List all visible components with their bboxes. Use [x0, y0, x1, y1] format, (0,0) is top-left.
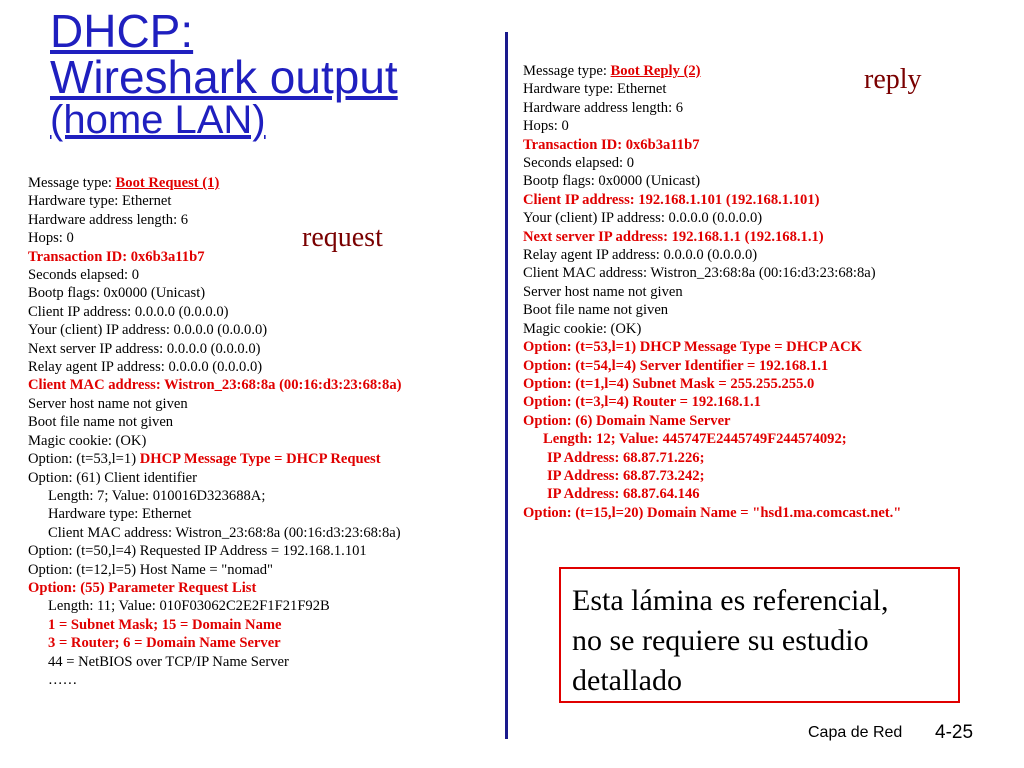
packet-field-line: Server host name not given: [28, 395, 188, 412]
reply-label: reply: [864, 64, 922, 95]
packet-field-line: Length: 11; Value: 010F03062C2E2F1F21F92B: [48, 598, 330, 615]
packet-field-line: Option: (t=53,l=1) DHCP Message Type = DHCP ACK: [523, 339, 862, 356]
slide-number: 4-25: [935, 722, 974, 743]
packet-field-line: Next server IP address: 192.168.1.1 (192.168.1.1): [523, 228, 824, 245]
packet-field-line: Bootp flags: 0x0000 (Unicast): [523, 173, 701, 190]
packet-field-line: Option: (6) Domain Name Server: [523, 412, 731, 429]
packet-field-line: Hardware type: Ethernet: [48, 506, 192, 523]
title-line-3: (home LAN): [50, 98, 266, 142]
slide-title: [50, 5, 398, 142]
footer-section-label: Capa de Red: [808, 724, 903, 741]
packet-field-line: Option: (t=50,l=4) Requested IP Address = 192.168.1.101: [28, 543, 367, 560]
packet-field-line: [28, 450, 401, 468]
field-highlight: Boot Reply (2): [610, 63, 701, 79]
packet-field-line: Relay agent IP address: 0.0.0.0 (0.0.0.0): [28, 359, 263, 376]
packet-field-line: Transaction ID: 0x6b3a11b7: [28, 248, 205, 265]
title-line-2: Wireshark output: [50, 51, 398, 103]
packet-field-line: Magic cookie: (OK): [523, 320, 642, 337]
packet-field-line: Length: 7; Value: 010016D323688A;: [48, 487, 266, 504]
packet-field-line: Hops: 0: [523, 118, 569, 135]
packet-field-line: Hops: 0: [28, 230, 74, 247]
request-label: request: [302, 222, 383, 253]
packet-field-line: Transaction ID: 0x6b3a11b7: [523, 136, 700, 153]
packet-field-line: [28, 174, 401, 192]
packet-field-line: Option: (55) Parameter Request List: [28, 579, 257, 596]
disclaimer-line-2: no se requiere su estudio: [572, 624, 869, 657]
disclaimer-line-1: Esta lámina es referencial,: [572, 584, 889, 617]
packet-field-line: Client IP address: 0.0.0.0 (0.0.0.0): [28, 303, 229, 320]
column-divider: [505, 32, 508, 739]
packet-field-line: IP Address: 68.87.71.226;: [547, 449, 705, 466]
disclaimer-line-3: detallado: [572, 664, 682, 697]
packet-field-line: 1 = Subnet Mask; 15 = Domain Name: [48, 616, 282, 633]
packet-field-line: Seconds elapsed: 0: [523, 155, 635, 172]
packet-field-line: Server host name not given: [523, 283, 683, 300]
field-prefix: Message type:: [523, 63, 611, 79]
packet-field-line: Boot file name not given: [523, 302, 669, 319]
packet-field-line: Your (client) IP address: 0.0.0.0 (0.0.0.0): [523, 210, 763, 227]
packet-field-line: Magic cookie: (OK): [28, 432, 147, 449]
packet-field-line: Length: 12; Value: 445747E2445749F244574092;: [543, 431, 847, 448]
packet-field-line: Your (client) IP address: 0.0.0.0 (0.0.0.0): [28, 322, 268, 339]
packet-field-line: Hardware address length: 6: [28, 211, 189, 228]
packet-field-line: Option: (t=15,l=20) Domain Name = "hsd1.ma.comcast.net.": [523, 504, 902, 521]
title-line-1: DHCP:: [50, 5, 194, 57]
field-prefix: Message type:: [28, 175, 116, 191]
packet-field-line: [523, 62, 901, 80]
packet-field-line: Relay agent IP address: 0.0.0.0 (0.0.0.0): [523, 247, 758, 264]
packet-field-line: ……: [48, 671, 78, 688]
disclaimer-box: [559, 567, 960, 703]
dhcp-reply-packet: [523, 62, 901, 522]
field-prefix: Option: (t=53,l=1): [28, 451, 140, 468]
packet-field-line: 3 = Router; 6 = Domain Name Server: [48, 635, 281, 652]
packet-field-line: Bootp flags: 0x0000 (Unicast): [28, 285, 206, 302]
packet-field-line: Hardware address length: 6: [523, 99, 684, 116]
packet-field-line: Client MAC address: Wistron_23:68:8a (00:16:d3:23:68:8a): [28, 377, 402, 394]
packet-field-line: Hardware type: Ethernet: [28, 193, 172, 210]
packet-field-line: Seconds elapsed: 0: [28, 267, 140, 284]
field-highlight: DHCP Message Type = DHCP Request: [139, 451, 381, 468]
packet-field-line: Option: (t=12,l=5) Host Name = "nomad": [28, 561, 273, 578]
packet-field-line: Option: (t=54,l=4) Server Identifier = 192.168.1.1: [523, 357, 829, 374]
packet-field-line: Hardware type: Ethernet: [523, 81, 667, 98]
packet-field-line: IP Address: 68.87.64.146: [547, 486, 700, 503]
packet-field-line: Option: (t=1,l=4) Subnet Mask = 255.255.255.0: [523, 375, 815, 392]
packet-field-line: Client MAC address: Wistron_23:68:8a (00:16:d3:23:68:8a): [523, 265, 876, 282]
packet-field-line: IP Address: 68.87.73.242;: [547, 467, 705, 484]
field-highlight: Boot Request (1): [115, 175, 220, 191]
packet-field-line: Boot file name not given: [28, 414, 174, 431]
packet-field-line: Option: (61) Client identifier: [28, 469, 198, 486]
packet-field-line: Option: (t=3,l=4) Router = 192.168.1.1: [523, 394, 761, 411]
packet-field-line: Client IP address: 192.168.1.101 (192.168.1.101): [523, 191, 820, 208]
packet-field-line: Next server IP address: 0.0.0.0 (0.0.0.0): [28, 340, 261, 357]
packet-field-line: Client MAC address: Wistron_23:68:8a (00:16:d3:23:68:8a): [48, 524, 401, 541]
packet-field-line: 44 = NetBIOS over TCP/IP Name Server: [48, 653, 289, 670]
